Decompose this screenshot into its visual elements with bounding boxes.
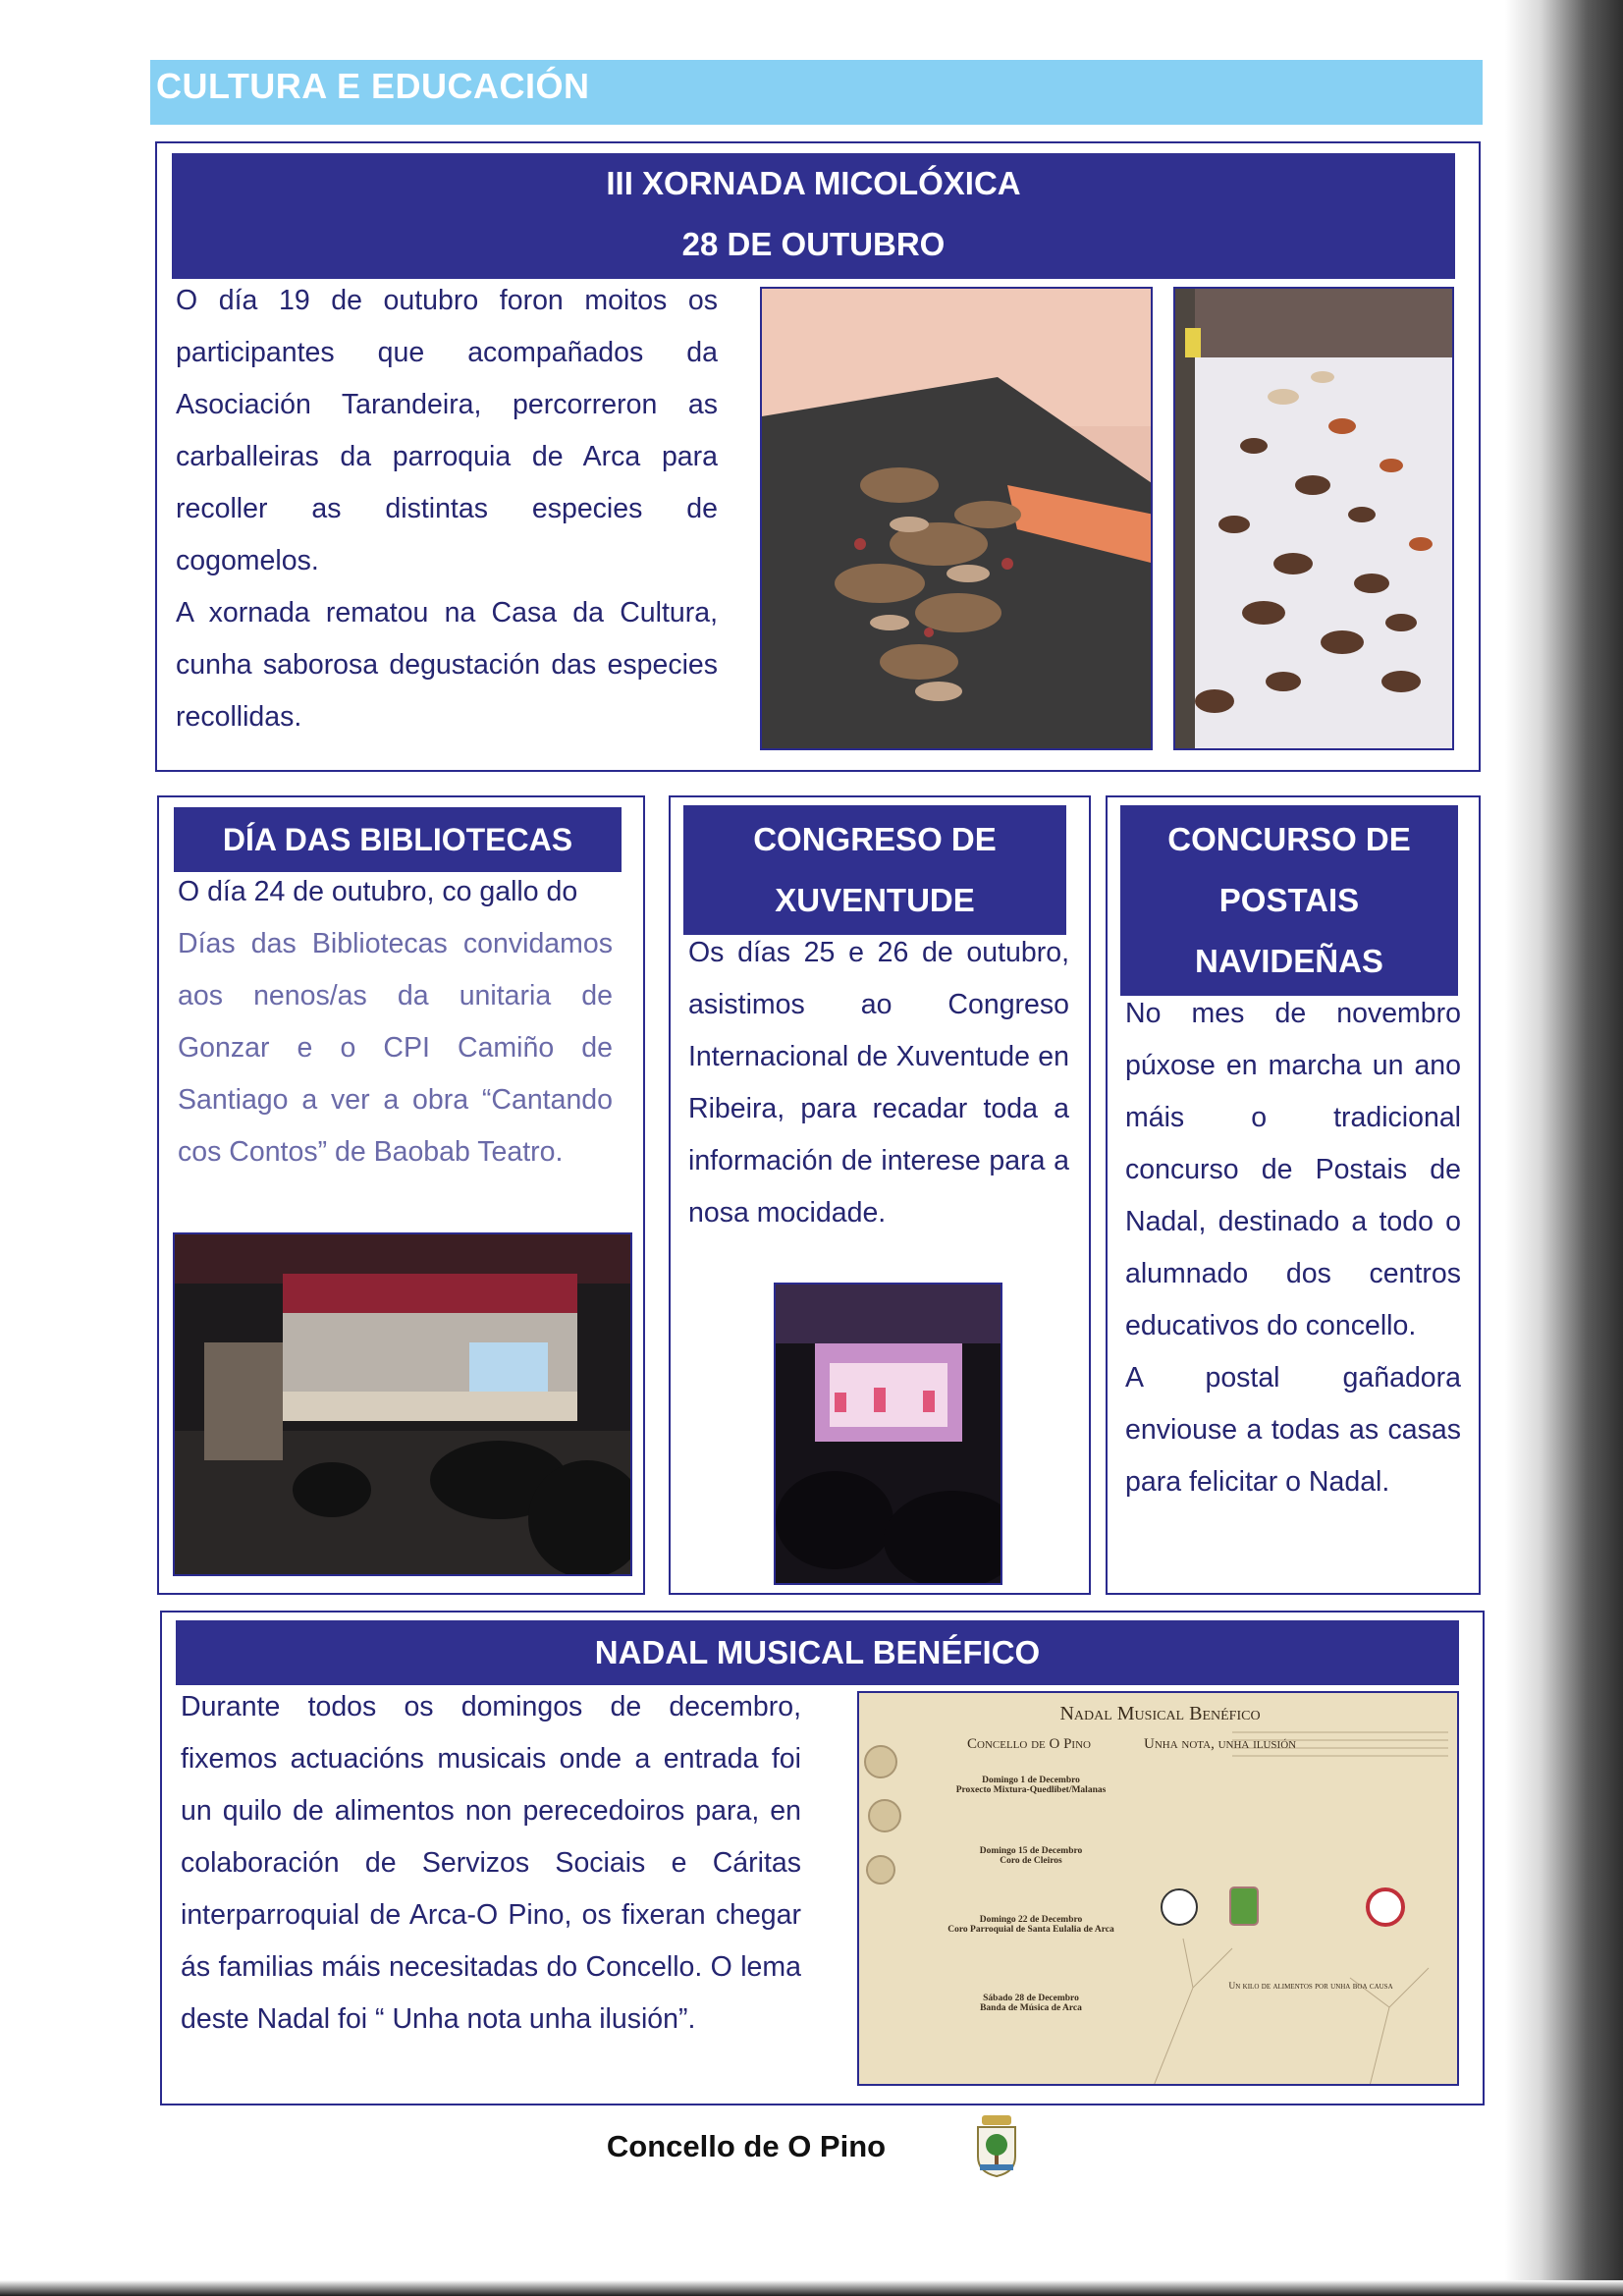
micoloxica-header — [172, 153, 1455, 279]
postais-header — [1120, 805, 1458, 996]
mushroom-dish-photo — [760, 287, 1153, 750]
postais-text — [1125, 988, 1461, 1508]
poster-subtitle-right: Unha nota, unha ilusión — [1144, 1736, 1297, 1752]
congreso-text — [688, 927, 1069, 1239]
poster-event-2 — [898, 1846, 1163, 1866]
mushroom-table-image — [1175, 289, 1454, 750]
bibliotecas-title: DÍA DAS BIBLIOTECAS — [222, 822, 573, 857]
section-title: CULTURA E EDUCACIÓN — [156, 66, 590, 106]
nadal-paragraph: Durante todos os domingos de decembro, fixemos actuacións musicais onde a entrada foi un quilo de alimentos non perecedoiros para, en colaboración de Servizos Sociais e Cáritas interparroquial de Arca-O Pino, os fixeran chegar ás familias máis necesitadas do Concello. O lema deste Nadal foi “ Unha nota unha ilusión”. — [181, 1691, 801, 2035]
poster-event-3 — [898, 1915, 1163, 1935]
bibliotecas-text — [178, 866, 613, 1178]
congreso-title-2: XUVENTUDE — [775, 882, 975, 918]
section-banner — [150, 60, 1483, 125]
postais-title-3: NAVIDEÑAS — [1195, 943, 1383, 979]
bibliotecas-header — [174, 807, 622, 872]
theatre-photo — [173, 1232, 632, 1576]
micoloxica-title: III XORNADA MICOLÓXICA — [606, 165, 1021, 201]
postais-paragraph-1: No mes de novembro púxose en marcha un ano máis o tradicional concurso de Postais de Nadal, destinado a todo o alumnado dos centros educativos do concello. — [1125, 998, 1461, 1341]
page-edge-shadow — [1505, 0, 1623, 2296]
congreso-paragraph: Os días 25 e 26 de outubro, asistimos ao Congreso Internacional de Xuventude en Ribeira, para recadar toda a información de interese para a nosa mocidade. — [688, 937, 1069, 1229]
poster-title: Nadal Musical Benéfico — [1059, 1703, 1261, 1724]
poster-event-date: Domingo 15 de Decembro — [979, 1846, 1083, 1856]
poster-bottom-line: Un kilo de alimentos por unha boa causa — [1228, 1982, 1393, 1992]
poster-event-4 — [898, 1994, 1163, 2013]
poster-event-group: Proxecto Mixtura-Quedlibet/Malanas — [955, 1785, 1107, 1795]
congreso-header — [683, 805, 1066, 935]
postais-paragraph-2: A postal gañadora enviouse a todas as casas para felicitar o Nadal. — [1125, 1362, 1461, 1498]
poster-event-group: Coro Parroquial de Santa Eulalia de Arca — [947, 1925, 1114, 1935]
poster-event-group: Coro de Cleiros — [1000, 1856, 1062, 1866]
postais-title-1: CONCURSO DE — [1167, 821, 1411, 857]
bibliotecas-text-1: O día 24 de outubro, co gallo do — [178, 876, 578, 907]
mushroom-dish-image — [762, 289, 1153, 750]
poster-event-date: Domingo 1 de Decembro — [982, 1776, 1080, 1785]
nadal-poster — [857, 1691, 1459, 2086]
poster-event-date: Sábado 28 de Decembro — [983, 1994, 1079, 2003]
poster-event-1 — [898, 1776, 1163, 1795]
micoloxica-date: 28 DE OUTUBRO — [681, 226, 946, 262]
congress-photo — [774, 1283, 1002, 1585]
theatre-image — [175, 1234, 632, 1576]
micoloxica-text — [176, 275, 718, 743]
page-bottom-shadow — [0, 2280, 1623, 2296]
poster-event-group: Banda de Música de Arca — [980, 2003, 1082, 2013]
poster-event-date: Domingo 22 de Decembro — [979, 1915, 1083, 1925]
congreso-title-1: CONGRESO DE — [753, 821, 997, 857]
nadal-title: NADAL MUSICAL BENÉFICO — [594, 1634, 1041, 1670]
footer-title: Concello de O Pino — [606, 2129, 887, 2163]
nadal-text — [181, 1681, 801, 2046]
coat-of-arms-icon — [974, 2113, 1019, 2178]
bibliotecas-text-2: Días das Bibliotecas convidamos aos nenos/as da unitaria de Gonzar e o CPI Camiño de Santiago a ver a obra “Cantando cos Contos” de Baobab Teatro. — [178, 928, 613, 1168]
nadal-header — [176, 1620, 1459, 1685]
micoloxica-paragraph-1: O día 19 de outubro foron moitos os participantes que acompañados da Asociación Tarandeira, percorreron as carballeiras da parroquia de Arca para recoller as distintas especies de cogomelos. — [176, 285, 718, 576]
mushroom-table-photo — [1173, 287, 1454, 750]
micoloxica-paragraph-2: A xornada rematou na Casa da Cultura, cunha saborosa degustación das especies recollidas. — [176, 597, 718, 733]
congress-image — [776, 1285, 1002, 1585]
postais-title-2: POSTAIS — [1218, 882, 1360, 918]
poster-subtitle-left: Concello de O Pino — [967, 1736, 1091, 1752]
